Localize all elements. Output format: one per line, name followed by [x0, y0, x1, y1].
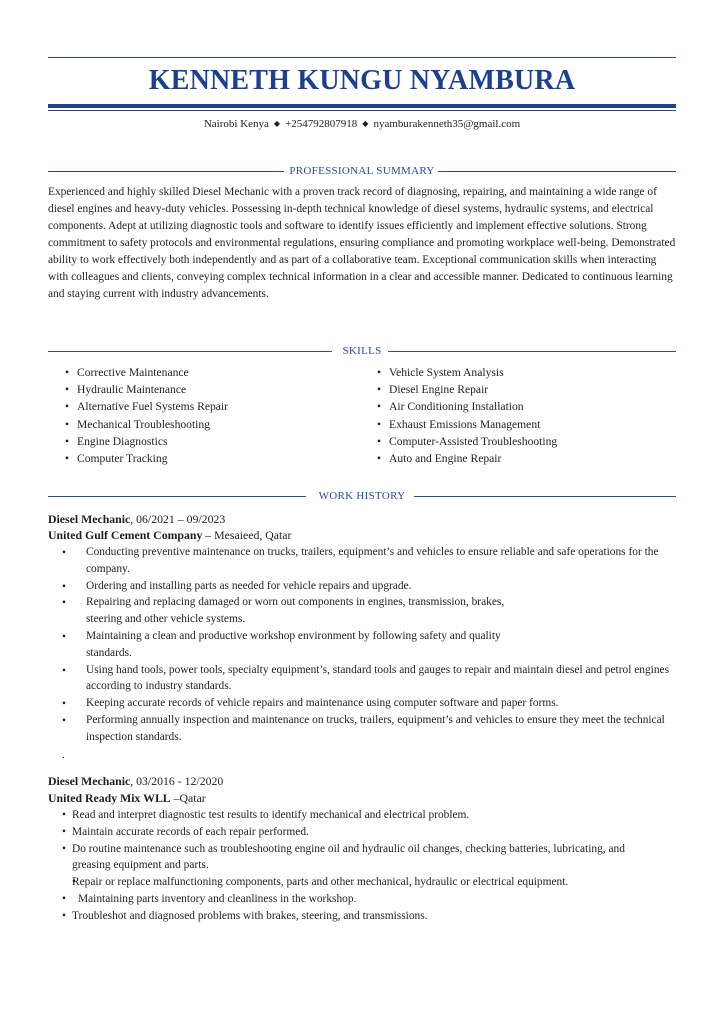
list-item: • Maintaining a clean and productive workshop environment by following safety and quality standards. [48, 628, 676, 662]
contact-email: nyamburakenneth35@gmail.com [373, 118, 521, 130]
job-location: – Mesaieed, Qatar [202, 528, 292, 542]
job-bullets [48, 807, 676, 925]
skill-item: • Hydraulic Maintenance [64, 381, 228, 398]
list-item: • Read and interpret diagnostic test results to identify mechanical and electrical problem. [48, 807, 676, 824]
skill-item: • Engine Diagnostics [64, 433, 228, 450]
skill-item: • Vehicle System Analysis [376, 364, 557, 381]
skills-list-left [64, 364, 228, 467]
header-thick-rule [48, 104, 676, 108]
skill-item: • Exhaust Emissions Management [376, 416, 557, 433]
job-dates: , 03/2016 - 12/2020 [130, 774, 224, 788]
skill-item: • Computer Tracking [64, 450, 228, 467]
summary-text: Experienced and highly skilled Diesel Mechanic with a proven track record of diagnosing, repairing, and maintaining a wide range of diesel engines and heavy-duty vehicles. Possessing in-depth technical knowledge of diesel systems, hydraulic systems, and electrical components. Adept at utilizing diagnostic tools and software to identify issues efficiently and implement effective solutions. Strong commitment to safety protocols and environmental regulations, ensuring compliance and promoting workplace well-being. Demonstrated ability to work effectively both independently and as part of a collaborative team. Exceptional communication skills when interacting with colleagues and clients, conveying complex technical information in a clear and accessible manner. Dedicated to continuous learning and staying current with industry advancements. [48, 186, 676, 300]
list-item: • Maintaining parts inventory and cleanliness in the workshop. [48, 891, 676, 908]
header-top-rule [48, 57, 676, 58]
skill-item: • Mechanical Troubleshooting [64, 416, 228, 433]
candidate-name: KENNETH KUNGU NYAMBURA [148, 65, 576, 96]
work-section-header [48, 489, 676, 503]
job-title-line [48, 773, 223, 789]
skills-section-header [48, 344, 676, 358]
work-heading: WORK HISTORY [318, 490, 406, 502]
diamond-separator-icon: ◆ [273, 119, 281, 128]
summary-heading: PROFESSIONAL SUMMARY [289, 165, 435, 177]
list-item: • Repairing and replacing damaged or worn out components in engines, transmission, brakes, steering and other vehicle systems. [48, 594, 676, 628]
diamond-separator-icon: ◆ [362, 119, 369, 128]
skills-list-right [376, 364, 557, 467]
skill-item: • Air Conditioning Installation [376, 398, 557, 415]
list-item: • Troubleshot and diagnosed problems with brakes, steering, and transmissions. [48, 908, 676, 925]
job-company-line [48, 527, 291, 543]
contact-location: Nairobi Kenya [203, 118, 269, 130]
job-company-line [48, 790, 206, 806]
job-company: United Ready Mix WLL [48, 791, 171, 805]
skills-heading: SKILLS [342, 345, 382, 357]
list-item: • Using hand tools, power tools, specialty equipment’s, standard tools and gauges to repair and maintain diesel and petrol engines according to industry standards. [48, 662, 676, 696]
job-company: United Gulf Cement Company [48, 528, 203, 542]
job-title: Diesel Mechanic [48, 774, 131, 788]
trailing-dot: . [62, 749, 65, 761]
skill-item: • Computer-Assisted Troubleshooting [376, 433, 557, 450]
contact-phone: +254792807918 [285, 118, 358, 130]
list-item: • Do routine maintenance such as troubleshooting engine oil and hydraulic oil changes, checking batteries, lubricating, and greasing equipment and parts. [48, 841, 676, 875]
list-item: • Repair or replace malfunctioning components, parts and other mechanical, hydraulic or electrical equipment. [48, 874, 676, 891]
list-item: • Conducting preventive maintenance on trucks, trailers, equipment’s and vehicles to ensure reliable and safe operations for the company. [48, 544, 676, 578]
skill-item: • Auto and Engine Repair [376, 450, 557, 467]
job-title-line [48, 511, 225, 527]
header-thin-rule [48, 110, 676, 111]
list-item: • Keeping accurate records of vehicle repairs and maintenance using computer software and paper forms. [48, 695, 676, 712]
job-bullets [48, 544, 676, 746]
list-item: • Maintain accurate records of each repair performed. [48, 824, 676, 841]
list-item: • Ordering and installing parts as needed for vehicle repairs and upgrade. [48, 578, 676, 595]
skill-item: • Corrective Maintenance [64, 364, 228, 381]
skill-item: • Diesel Engine Repair [376, 381, 557, 398]
job-title: Diesel Mechanic [48, 512, 131, 526]
contact-line [48, 117, 676, 131]
skill-item: • Alternative Fuel Systems Repair [64, 398, 228, 415]
job-dates: , 06/2021 – 09/2023 [130, 512, 226, 526]
summary-section-header [48, 164, 676, 178]
job-location: –Qatar [170, 791, 206, 805]
list-item: • Performing annually inspection and maintenance on trucks, trailers, equipment’s and vehicles to ensure they meet the technical inspection standards. [48, 712, 676, 746]
